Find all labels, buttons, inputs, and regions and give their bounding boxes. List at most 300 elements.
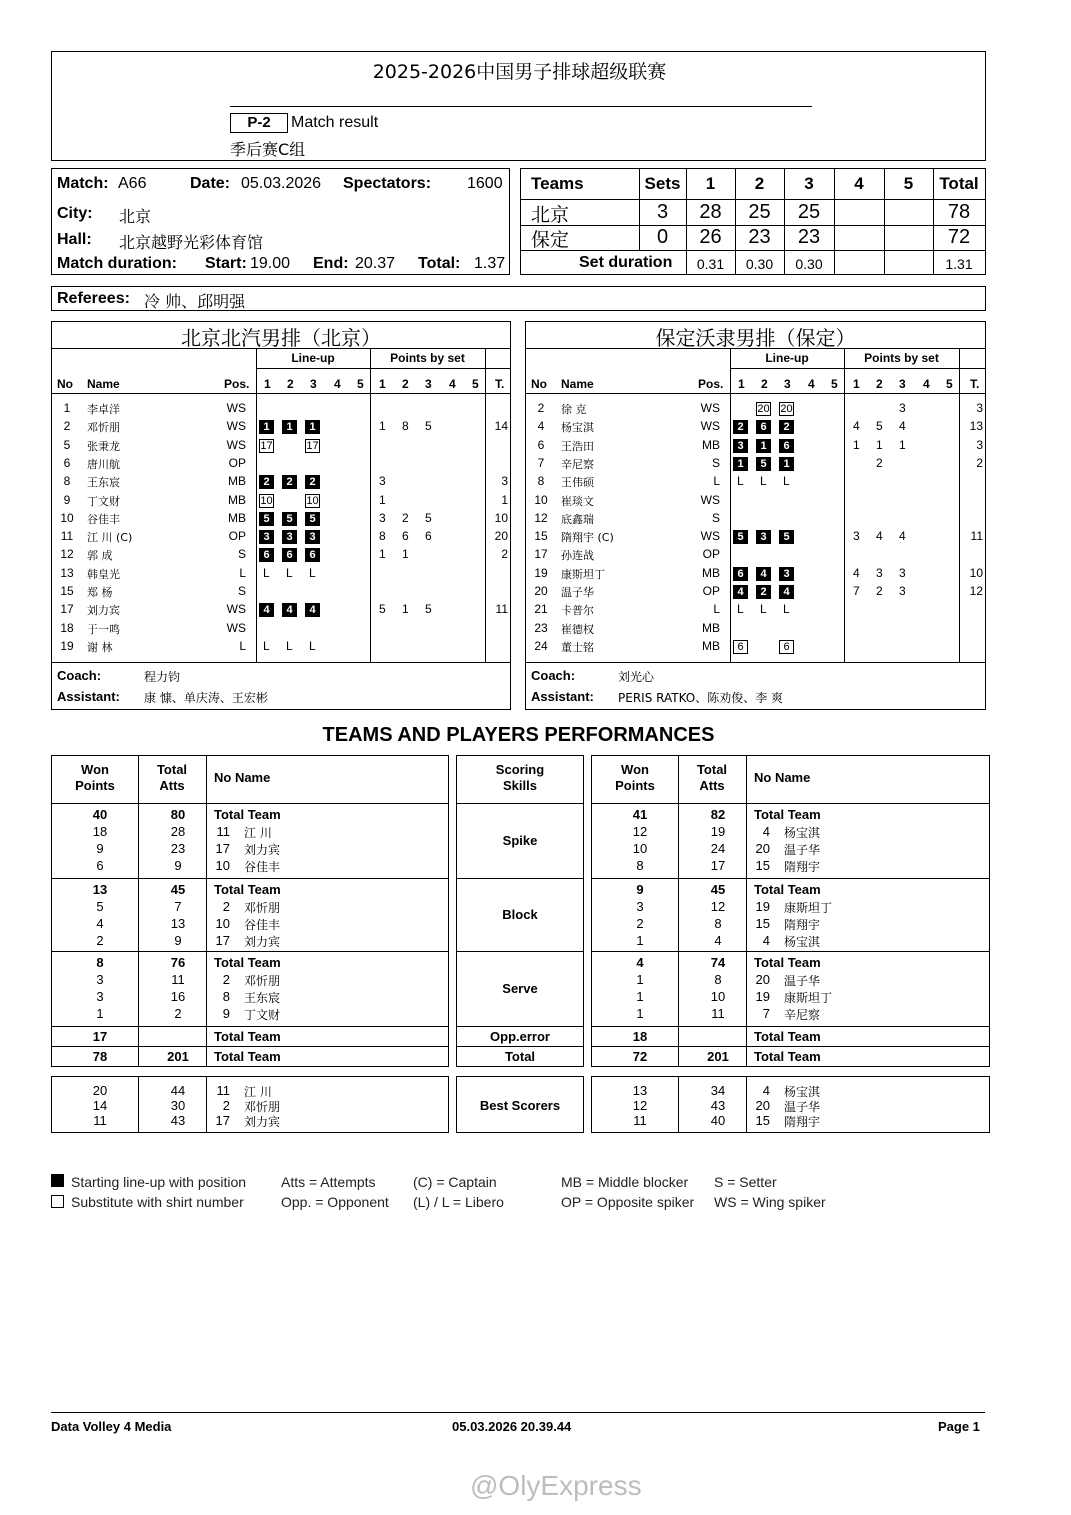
perf-won: 1	[636, 989, 644, 1004]
player-row	[526, 437, 985, 455]
date-label: Date:	[190, 175, 231, 192]
report-code: P-2	[230, 113, 288, 133]
player-number: 2	[63, 419, 71, 434]
match-info-box	[51, 168, 510, 275]
player-number: 12	[60, 547, 74, 562]
player-number: 20	[534, 584, 548, 598]
perf-atts: 8	[714, 916, 722, 931]
player-number: 17	[534, 547, 548, 562]
perf-atts: 17	[710, 858, 726, 873]
player-row	[52, 437, 510, 455]
lineup-start-box: 4	[779, 585, 794, 599]
hall-label: Hall:	[57, 231, 92, 248]
perf-player-name: 杨宝淇	[784, 935, 821, 949]
total-header: T.	[495, 377, 505, 391]
player-row	[526, 400, 985, 418]
perf-atts: 9	[174, 933, 182, 948]
total-total-team: Total Team	[754, 1049, 821, 1064]
pos-header: Pos.	[698, 377, 724, 391]
player-name: 张秉龙	[87, 439, 120, 453]
perf-player-name: 温子华	[784, 843, 821, 857]
perf-atts: 74	[710, 955, 726, 970]
perf-total-team: Total Team	[754, 955, 821, 970]
perf-total-team: Total Team	[754, 882, 821, 897]
perf-player-no: 4	[762, 933, 770, 948]
lineup-start-box: 5	[282, 512, 297, 526]
player-total-points: 11	[495, 602, 508, 617]
score-set-2: 23	[748, 226, 771, 248]
perf-won: 3	[96, 972, 104, 987]
points-set-header: 2	[876, 377, 883, 391]
best-scorers-label: Best Scorers	[479, 1098, 561, 1113]
opp-error-won: 17	[92, 1029, 108, 1044]
perf-player-name: 杨宝淇	[784, 826, 821, 840]
city-label: City:	[57, 205, 93, 222]
player-row	[526, 583, 985, 601]
player-name: 底鑫瑞	[561, 512, 594, 526]
player-row	[526, 455, 985, 473]
player-position: L	[713, 602, 720, 617]
points-set-header: 2	[402, 377, 409, 391]
coach-label: Coach:	[531, 668, 576, 683]
score-header: 2	[754, 174, 765, 193]
player-set-points: 1	[402, 547, 409, 562]
perf-player-name: 康斯坦丁	[784, 991, 833, 1005]
lineup-start-box: 1	[733, 457, 748, 471]
opp-error-total-team: Total Team	[754, 1029, 821, 1044]
points-header: Points by set	[864, 351, 939, 365]
total-value: 1.37	[474, 255, 506, 272]
lineup-libero: L	[737, 474, 744, 489]
player-row	[52, 565, 510, 583]
lineup-start-box: 1	[756, 439, 771, 453]
lineup-start-box: 1	[779, 457, 794, 471]
best-player-no: 4	[762, 1083, 770, 1098]
player-position: MB	[228, 492, 246, 507]
player-position: OP	[702, 584, 720, 598]
score-header: 4	[854, 174, 864, 193]
end-label: End:	[313, 255, 349, 272]
lineup-sub-box: 17	[306, 439, 319, 452]
perf-player-no: 10	[215, 858, 230, 873]
starting-lineup-square	[51, 1174, 64, 1187]
pos-header: Pos.	[224, 377, 250, 391]
perf-won: 8	[636, 858, 644, 873]
team-name: 北京北汽男排（北京）	[181, 326, 381, 350]
player-number: 23	[534, 620, 548, 635]
lineup-libero: L	[737, 602, 744, 617]
perf-won: 4	[96, 916, 104, 931]
perf-won: 18	[92, 824, 108, 839]
perf-player-no: 9	[222, 1006, 230, 1021]
match-label: Match:	[57, 175, 109, 192]
player-set-points: 3	[899, 401, 906, 415]
perf-atts: 7	[174, 899, 182, 914]
perf-atts: 24	[710, 841, 726, 856]
duration-label: Match duration:	[57, 255, 177, 272]
lineup-libero: L	[760, 602, 767, 617]
player-number: 6	[63, 455, 71, 470]
start-label: Start:	[205, 255, 247, 272]
score-header: Teams	[531, 174, 584, 193]
player-row	[52, 583, 510, 601]
score-sets: 3	[656, 201, 669, 223]
best-scorers-away	[591, 1076, 990, 1133]
perf-player-name: 谷佳丰	[244, 918, 281, 932]
player-row	[526, 418, 985, 436]
total-atts: 201	[707, 1049, 729, 1064]
player-row	[52, 601, 510, 619]
perf-atts: 45	[710, 882, 726, 897]
lineup-start-box: 6	[756, 420, 771, 434]
perf-player-name: 温子华	[784, 974, 821, 988]
score-header: 3	[804, 174, 814, 193]
perf-won: 3	[636, 899, 644, 914]
player-row	[526, 473, 985, 491]
lineup-sub-box: 10	[306, 494, 319, 507]
score-header: 1	[705, 174, 716, 193]
perf-won: 41	[632, 807, 648, 822]
player-set-points: 3	[899, 584, 906, 598]
player-set-points: 1	[379, 492, 386, 507]
player-set-points: 3	[853, 529, 860, 544]
player-number: 24	[534, 638, 548, 653]
perf-atts: 10	[710, 989, 726, 1004]
player-row	[52, 400, 510, 418]
skill-label-block: Block	[502, 906, 538, 922]
player-set-points: 3	[379, 510, 386, 525]
lineup-start-box: 3	[756, 530, 771, 544]
player-total-points: 3	[976, 401, 983, 415]
perf-atts: 45	[170, 882, 186, 897]
skill-label-opp-error: Opp.error	[490, 1029, 550, 1044]
end-value: 20.37	[355, 255, 396, 272]
player-set-points: 6	[425, 529, 432, 544]
player-row	[526, 528, 985, 546]
perf-player-name: 隋翔宇	[784, 918, 821, 932]
best-player-no: 15	[755, 1113, 770, 1128]
perf-won: 6	[96, 858, 104, 873]
perf-atts: 13	[170, 916, 186, 931]
lineup-set-header: 5	[831, 377, 838, 391]
best-won: 20	[92, 1083, 108, 1098]
player-position: WS	[226, 401, 246, 415]
player-position: MB	[702, 620, 720, 635]
player-set-points: 4	[899, 419, 906, 434]
points-set-header: 1	[853, 377, 860, 391]
player-set-points: 3	[899, 565, 906, 580]
lineup-start-box: 5	[259, 512, 274, 526]
player-total-points: 10	[494, 510, 508, 525]
legend-op: OP = Opposite spiker	[561, 1194, 695, 1210]
lineup-start-box: 4	[259, 603, 274, 617]
points-set-header: 4	[923, 377, 930, 391]
player-name: 韩皇光	[87, 567, 120, 581]
total-won: 72	[632, 1049, 648, 1064]
points-set-header: 3	[425, 377, 432, 391]
perf-won: 2	[636, 916, 644, 931]
player-total-points: 13	[969, 419, 983, 434]
player-name: 郑 杨	[87, 586, 113, 599]
perf-won: 9	[96, 841, 104, 856]
legend-mb: MB = Middle blocker	[561, 1174, 689, 1190]
best-won: 13	[632, 1083, 648, 1098]
perf-atts: 12	[710, 899, 726, 914]
points-set-header: 1	[379, 377, 386, 391]
player-name: 崔琰文	[561, 494, 594, 508]
best-scorers-home	[51, 1076, 449, 1133]
player-number: 8	[537, 474, 545, 489]
perf-won: 4	[636, 955, 644, 970]
lineup-start-box: 5	[779, 530, 794, 544]
perf-atts: 23	[170, 841, 186, 856]
player-number: 13	[60, 565, 74, 580]
lineup-start-box: 6	[305, 548, 320, 562]
player-row	[52, 546, 510, 564]
player-set-points: 2	[876, 584, 883, 598]
perf-atts: 2	[174, 1006, 182, 1021]
player-set-points: 3	[876, 565, 883, 580]
player-number: 10	[60, 510, 74, 525]
best-player-name: 温子华	[784, 1100, 821, 1114]
lineup-sub-box: 6	[733, 640, 748, 654]
player-set-points: 5	[876, 419, 883, 434]
player-position: OP	[228, 455, 246, 470]
spectators-label: Spectators:	[343, 175, 432, 192]
lineup-start-box: 2	[756, 585, 771, 599]
competition-title: 2025-2026中国男子排球超级联赛	[372, 61, 667, 83]
score-set-3: 23	[797, 226, 821, 248]
player-set-points: 4	[899, 529, 906, 544]
lineup-header: Line-up	[765, 351, 809, 365]
player-total-points: 2	[976, 455, 983, 470]
referees-box	[51, 286, 986, 311]
player-total-points: 3	[501, 474, 508, 489]
player-name: 谷佳丰	[87, 512, 120, 526]
player-position: MB	[702, 437, 720, 452]
player-set-points: 3	[379, 474, 386, 489]
lineup-libero: L	[286, 565, 293, 580]
perf-total-team: Total Team	[214, 807, 281, 822]
player-row	[526, 601, 985, 619]
lineup-start-box: 1	[282, 420, 297, 434]
perf-total-team: Total Team	[214, 955, 281, 970]
total-won: 78	[92, 1049, 108, 1064]
points-set-header: 4	[449, 377, 456, 391]
assistant-names: 康 慷、单庆涛、王宏彬	[144, 691, 268, 705]
player-row	[52, 492, 510, 510]
skill-label-total: Total	[504, 1049, 536, 1064]
total-atts: 201	[167, 1049, 189, 1064]
lineup-header: Line-up	[291, 351, 335, 365]
points-set-header: 3	[899, 377, 906, 391]
perf-atts: 28	[170, 824, 186, 839]
header-box	[51, 51, 986, 161]
lineup-libero: L	[263, 565, 270, 580]
best-player-no: 20	[755, 1098, 770, 1113]
skills-header: Skills	[503, 778, 537, 793]
player-position: WS	[700, 529, 720, 544]
no-header: No	[531, 377, 547, 391]
lineup-start-box: 3	[282, 530, 297, 544]
perf-player-name: 丁文财	[244, 1008, 281, 1022]
player-number: 17	[60, 602, 74, 617]
perf-won: 5	[96, 899, 104, 914]
player-position: S	[711, 510, 720, 525]
lineup-start-box: 3	[733, 439, 748, 453]
start-value: 19.00	[250, 255, 291, 272]
player-set-points: 5	[425, 510, 432, 525]
footer-rule	[51, 1412, 985, 1413]
best-player-name: 刘力宾	[244, 1115, 281, 1129]
lineup-start-box: 3	[779, 567, 794, 581]
player-number: 18	[60, 620, 74, 635]
lineup-set-header: 5	[357, 377, 364, 391]
player-set-points: 4	[853, 565, 860, 580]
perf-player-no: 7	[762, 1006, 770, 1021]
player-position: L	[239, 565, 246, 580]
player-set-points: 1	[379, 547, 386, 562]
footer-left: Data Volley 4 Media	[51, 1419, 172, 1434]
best-won: 11	[93, 1113, 107, 1128]
perf-player-name: 王东宸	[244, 991, 281, 1005]
best-atts: 44	[170, 1083, 186, 1098]
footer-timestamp: 05.03.2026 20.39.44	[452, 1419, 572, 1434]
score-header: Sets	[644, 174, 681, 193]
skill-label-serve: Serve	[502, 980, 538, 996]
player-row	[52, 638, 510, 656]
player-name: 杨宝淇	[561, 421, 594, 435]
score-team-name: 北京	[531, 204, 570, 226]
player-row	[526, 565, 985, 583]
player-name: 卡普尔	[561, 604, 594, 618]
best-atts: 34	[710, 1083, 726, 1098]
lineup-start-box: 4	[305, 603, 320, 617]
no-name-header: No Name	[214, 770, 271, 785]
perf-player-no: 19	[755, 989, 770, 1004]
set-duration-label: Set duration	[579, 254, 673, 271]
legend-sub: Substitute with shirt number	[71, 1194, 244, 1210]
player-name: 邓忻朋	[87, 421, 120, 435]
points-header: Points	[75, 778, 115, 793]
player-name: 丁文财	[87, 494, 120, 508]
player-row	[526, 620, 985, 638]
best-atts: 43	[170, 1113, 186, 1128]
lineup-start-box: 1	[305, 420, 320, 434]
lineup-start-box: 4	[733, 585, 748, 599]
lineup-start-box: 6	[282, 548, 297, 562]
total-header: Total	[156, 762, 188, 777]
perf-player-name: 刘力宾	[244, 935, 281, 949]
lineup-start-box: 4	[282, 603, 297, 617]
total-header: Total	[696, 762, 728, 777]
player-name: 于一鸣	[87, 622, 120, 636]
player-set-points: 7	[853, 584, 860, 598]
player-name: 康斯坦丁	[561, 567, 605, 581]
perf-player-no: 4	[762, 824, 770, 839]
lineup-set-header: 1	[264, 377, 271, 391]
lineup-sub-box: 20	[780, 403, 793, 415]
set-duration-2: 0.30	[745, 256, 774, 272]
team-name: 保定沃隶男排（保定）	[655, 326, 856, 350]
player-name: 孙连战	[561, 549, 594, 563]
player-position: L	[713, 474, 720, 489]
lineup-start-box: 2	[282, 475, 297, 489]
perf-player-name: 刘力宾	[244, 843, 281, 857]
player-name: 隋翔宇 (C)	[561, 531, 614, 545]
player-set-points: 1	[402, 602, 409, 617]
skill-label-spike: Spike	[502, 832, 538, 848]
lineup-libero: L	[309, 565, 316, 580]
player-set-points: 1	[876, 437, 883, 452]
perf-player-no: 8	[222, 989, 230, 1004]
player-set-points: 2	[876, 455, 883, 470]
report-label: Match result	[291, 114, 379, 131]
legend-s: S = Setter	[714, 1174, 777, 1190]
player-number: 4	[537, 419, 545, 434]
best-atts: 30	[170, 1098, 186, 1113]
match-number: A66	[118, 175, 147, 192]
opp-error-won: 18	[632, 1029, 648, 1044]
player-number: 5	[63, 437, 71, 452]
perf-player-no: 19	[755, 899, 770, 914]
best-player-name: 邓忻朋	[244, 1100, 281, 1114]
lineup-sub-box: 6	[779, 640, 794, 654]
match-date: 05.03.2026	[241, 175, 322, 192]
best-player-name: 江 川	[244, 1085, 272, 1099]
won-header: Won	[81, 762, 109, 777]
lineup-libero: L	[760, 474, 767, 489]
perf-atts: 4	[714, 933, 722, 948]
player-position: S	[237, 584, 246, 598]
perf-total-team: Total Team	[214, 882, 281, 897]
perf-won: 3	[96, 989, 104, 1004]
player-total-points: 10	[969, 565, 983, 580]
player-row	[526, 546, 985, 564]
lineup-sub-box: 20	[757, 403, 770, 415]
best-player-no: 17	[215, 1113, 230, 1128]
lineup-set-header: 2	[287, 377, 294, 391]
player-number: 10	[534, 492, 548, 507]
lineup-start-box: 5	[733, 530, 748, 544]
player-name: 王浩田	[561, 439, 594, 453]
lineup-libero: L	[286, 638, 293, 653]
perf-won: 12	[632, 824, 648, 839]
player-set-points: 8	[379, 529, 386, 544]
perf-won: 1	[636, 972, 644, 987]
player-set-points: 1	[853, 437, 860, 452]
lineup-set-header: 4	[334, 377, 341, 391]
team-roster-home	[51, 321, 511, 710]
set-duration-total: 1.31	[945, 256, 973, 272]
player-number: 19	[534, 565, 548, 580]
coach-name: 程力钧	[144, 670, 181, 684]
performance-home	[51, 755, 449, 1067]
player-position: MB	[228, 474, 246, 489]
name-header: Name	[561, 377, 594, 391]
perf-won: 40	[92, 807, 108, 822]
player-name: 董士铭	[561, 640, 594, 654]
legend-libero: (L) / L = Libero	[413, 1194, 504, 1210]
player-number: 1	[63, 401, 71, 415]
player-position: OP	[228, 529, 246, 544]
spectators-value: 1600	[467, 175, 503, 192]
perf-player-name: 谷佳丰	[244, 860, 281, 874]
perf-won: 10	[632, 841, 648, 856]
substitute-square	[51, 1195, 64, 1208]
lineup-start-box: 6	[259, 548, 274, 562]
player-row	[52, 510, 510, 528]
